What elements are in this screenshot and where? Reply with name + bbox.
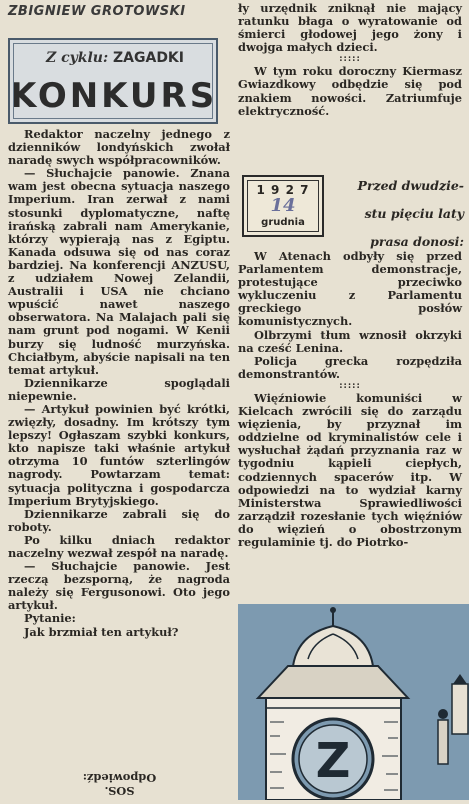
history-news-1 xyxy=(238,250,462,549)
cycle-prefix: Z cyklu: xyxy=(46,50,109,66)
history-heading xyxy=(336,172,464,256)
clock-letter: Z xyxy=(315,733,351,789)
feature-title: KONKURS xyxy=(10,76,218,116)
history-heading-line: Przed dwudzie- xyxy=(357,178,464,193)
history-heading-line: prasa donosi: xyxy=(370,234,464,249)
author-byline: ZBIGNIEW GROTOWSKI xyxy=(8,4,186,19)
news-paragraph: W Atenach odbyły się przed Parlamentem demonstracje, protestujące przeciwko wykluczeniu z Parlamentu greckiego posłów komunistycznych. xyxy=(238,249,462,329)
cycle-name: ZAGADKI xyxy=(113,50,184,66)
article-paragraph: — Słuchajcie panowie. Znana wam jest obecna sytuacja naszego Imperium. Iran zerwał z nami stosunki dyplomatyczne, naftę irańską zabrali nam Amerykanie, którzy wypierają nas z Egiptu. Kanada odsuwa się od nas coraz bardziej. Na konferencji ANZUSU, z udziałem Nowej Zelandii, Australii i USA nie chciano wpuścić nawet naszego obserwatora. Na Malajach pali się nam grunt pod nogami. W Kenii burzy się ludność murzyńska. Chciałbym, abyście napisali na ten temat artykuł. xyxy=(8,166,230,377)
answer-text: SOS. xyxy=(104,784,135,798)
article-paragraph: Dziennikarze spoglądali niepewnie. xyxy=(8,375,230,403)
date-box xyxy=(242,175,324,237)
date-year: 1 9 2 7 xyxy=(256,183,310,197)
article-paragraph: Dziennikarze zabrali się do roboty. xyxy=(8,506,230,534)
article-paragraph: Redaktor naczelny jednego z dzienników londyńskich zwołał naradę swych współpracowników. xyxy=(8,127,230,168)
article-paragraph: Jak brzmiał ten artykuł? xyxy=(24,624,179,639)
news-paragraph: ły urzędnik zniknął nie mający ratunku błaga o wyratowanie od śmierci głodowej jego żony i dwojga małych dzieci. xyxy=(238,1,462,55)
date-day: 14 xyxy=(270,195,296,216)
news-paragraph: W tym roku doroczny Kiermasz Gwiazdkowy odbędzie się pod znakiem nowości. Zatriumfuje elektryczność. xyxy=(238,64,462,118)
illustration xyxy=(238,604,469,800)
news-paragraph: Olbrzymi tłum wznosił okrzyki na cześć Lenina. xyxy=(238,327,462,355)
article-paragraph: Po kilku dniach redaktor naczelny wezwał zespół na naradę. xyxy=(8,532,230,560)
right-column xyxy=(238,0,469,800)
date-month: grudnia xyxy=(261,217,305,228)
cycle-label xyxy=(22,50,208,66)
article-body xyxy=(8,128,230,639)
article-paragraph: — Artykuł powinien być krótki, zwięzły, dosadny. Im krótszy tym lepszy! Ogłaszam szybki konkurs, kto napisze taki właśnie artykuł otrzyma 10 funtów szterlingów nagrody. Powtarzam temat: sytuacja polityczna i gospodarcza Imperium Brytyjskiego. xyxy=(8,401,230,508)
news-paragraph: Policja grecka rozpędziła demonstrantów. xyxy=(238,353,462,381)
left-column xyxy=(0,0,232,800)
article-paragraph: — Słuchajcie panowie. Jest rzeczą bezsporną, że nagroda należy się Fergusonowi. Oto jego artykuł. xyxy=(8,559,230,613)
separator-dots: ::::: xyxy=(339,54,361,65)
article-paragraph: Pytanie: xyxy=(24,611,76,626)
news-paragraph: Więźniowie komuniści w Kielcach zwrócili się do zarządu więzienia, by przyznał im oddzielne od kryminalistów cele i wysłuchał żądań przyznania raz w tygodniu kąpieli ciepłych, codziennych spacerów itp. W odpowiedzi na to wydział karny Ministerstwa Sprawiedliwości zarządził rozesłanie tych więźniów do więzień o obostrzonym regulaminie tj. do Piotrko- xyxy=(238,390,462,549)
upside-down-answer xyxy=(12,757,227,797)
tower-illustration xyxy=(238,604,469,800)
feature-header xyxy=(8,38,218,124)
answer-label: Odpowiedź: xyxy=(82,771,157,785)
separator-dots: ::::: xyxy=(339,380,361,391)
history-heading-line: stu pięciu laty xyxy=(364,206,464,221)
right-top-text xyxy=(238,2,462,118)
